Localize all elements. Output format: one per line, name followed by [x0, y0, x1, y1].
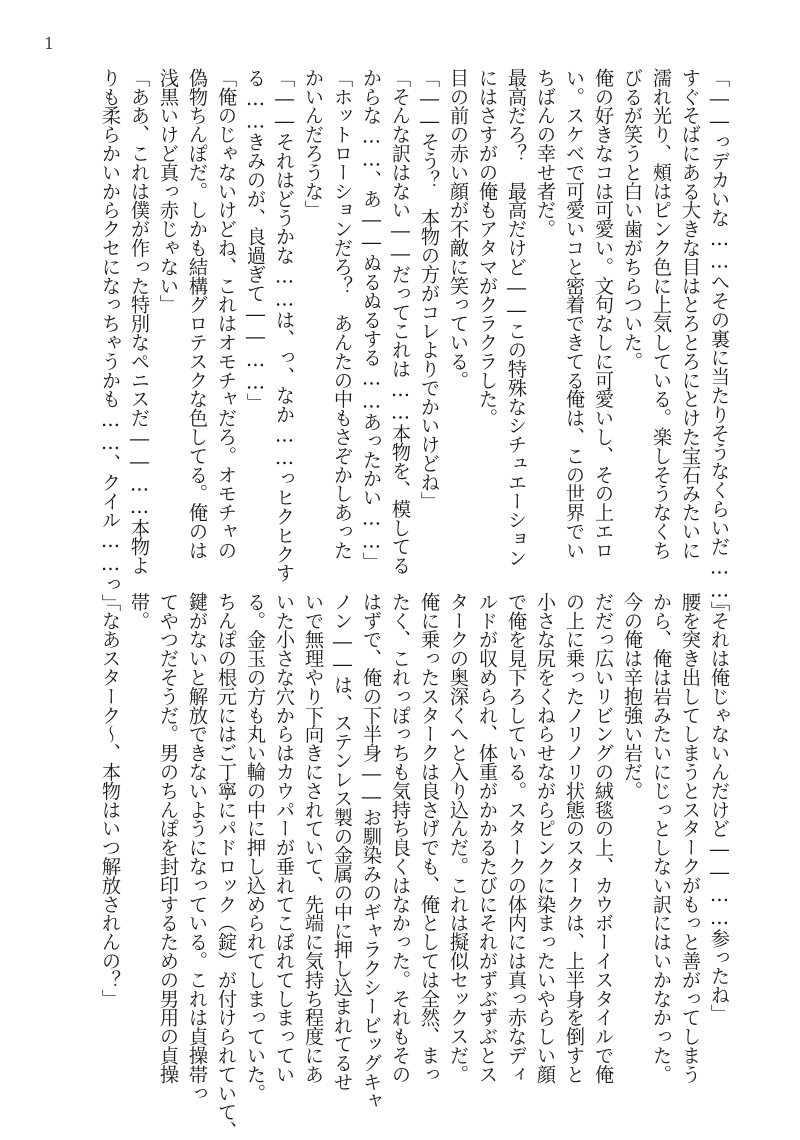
text-line: 目の前の赤い顔が不敵に笑っている。 — [447, 68, 470, 390]
text-line: 腰を突き出してしまうとスタークがもっと善がってしまう — [679, 592, 702, 1084]
text-line: から、俺は岩みたいにじっとしない訳にはいかなかった。 — [650, 592, 673, 1084]
text-line: い。スケベで可愛いコと密着できてる俺は、この世界でい — [563, 68, 586, 560]
text-line: ルドが収められ、体重がかかるたびにそれがずぶずぶとス — [476, 592, 499, 1084]
text-line: すぐそばにある大きな目はとろとろにとけた宝石みたいに — [679, 68, 702, 560]
text-line: ちばんの幸せ者だ。 — [534, 68, 557, 239]
text-line: 「――そう？ 本物の方がコレよりでかいけどね」 — [418, 68, 441, 511]
text-line: 俺の好きなコは可愛い。文句なしに可愛いし、その上エロ — [592, 68, 615, 560]
text-line: 「そんな訳はない――だってこれは……本物を、模してる — [389, 68, 412, 575]
text-line: 「――それはどうかな……は、っ、なか……っヒクヒクす — [273, 68, 296, 583]
text-line: いた小さな穴からはカウパーが垂れてこぼれてしまってい — [273, 592, 296, 1084]
text-line: 帯。 — [128, 592, 151, 630]
text-line: 「ホットローションだろ？ あんたの中もさぞかしあった — [331, 68, 354, 560]
text-line: りも柔らかいからクセになっちゃうかも……、クイル……っ」 — [99, 68, 122, 613]
page-number: 1 — [44, 34, 55, 53]
text-line: 最高だろ？ 最高だけど――この特殊なシチュエーション — [505, 68, 528, 568]
text-line: 今の俺は辛抱強い岩だ。 — [621, 592, 644, 800]
text-line: の上に乗ったノリノリ状態のスタークは、上半身を倒すと — [563, 592, 586, 1084]
text-line: 「ああ、これは僕が作った特別なペニスだ――……本物よ — [128, 68, 151, 575]
text-line: かいんだろうな」 — [302, 68, 325, 220]
text-line: 偽物ちんぽだ。しかも結構グロテスクな色してる。俺のは — [186, 68, 209, 560]
text-line: 俺に乗ったスタークは良さげでも、俺としては全然、まっ — [418, 592, 441, 1084]
text-line: びるが笑うと白い歯がちらついた。 — [621, 68, 644, 371]
text-line: 鍵がないと解放できないようになっている。これは貞操帯っ — [186, 592, 209, 1103]
text-line: からな……、あ――ぬるぬるする……あったかい……」 — [360, 68, 383, 571]
text-line: る……きみのが、良過ぎて――……」 — [244, 68, 267, 413]
text-line: タークの奥深くへと入り込んだ。これは擬似セックスだ。 — [447, 592, 470, 1084]
upper-text-block — [99, 68, 734, 621]
text-line: だだっ広いリビングの絨毯の上、カウボーイスタイルで俺 — [592, 592, 615, 1084]
text-line: たく、これっぽっちも気持ち良くはなかった。それもその — [389, 592, 412, 1084]
text-line: にはさすがの俺もアタマがクラクラした。 — [476, 68, 499, 428]
text-line: る。金玉の方も丸い輪の中に押し込められてしまっていた。 — [244, 592, 267, 1103]
text-line: てやつだそうだ。男のちんぽを封印するための男用の貞操 — [157, 592, 180, 1084]
text-line: 「それは俺じゃないんだけど――……参ったね」 — [708, 592, 731, 1024]
lower-text-block — [99, 592, 734, 1140]
text-line: 「――っデカいな……へその裏に当たりそうなくらいだ……」 — [708, 68, 731, 621]
text-line: 浅黒いけど真っ赤じゃない」 — [157, 68, 180, 314]
text-line: ちんぽの根元にはご丁寧にパドロック（錠）が付けられていて、 — [215, 592, 238, 1140]
text-line: 小さな尻をくねらせながらピンクに染まったいやらしい顔 — [534, 592, 557, 1084]
text-line: で俺を見下ろしている。スタークの体内には真っ赤なディ — [505, 592, 528, 1084]
text-line: いで無理やり下向きにされていて、先端に気持ち程度にあ — [302, 592, 325, 1084]
text-line: 「俺のじゃないけどね、これはオモチャだろ。オモチャの — [215, 68, 238, 560]
text-line: ノン――は、ステンレス製の金属の中に押し込まれてるせ — [331, 592, 354, 1092]
text-line: 濡れ光り、頰はピンク色に上気している。楽しそうなくち — [650, 68, 673, 560]
text-line: はずで、俺の下半身――お馴染みのギャラクシービッグキャ — [360, 592, 383, 1110]
text-line: 「なあスターク～、本物はいつ解放されんの？」 — [99, 592, 122, 1008]
